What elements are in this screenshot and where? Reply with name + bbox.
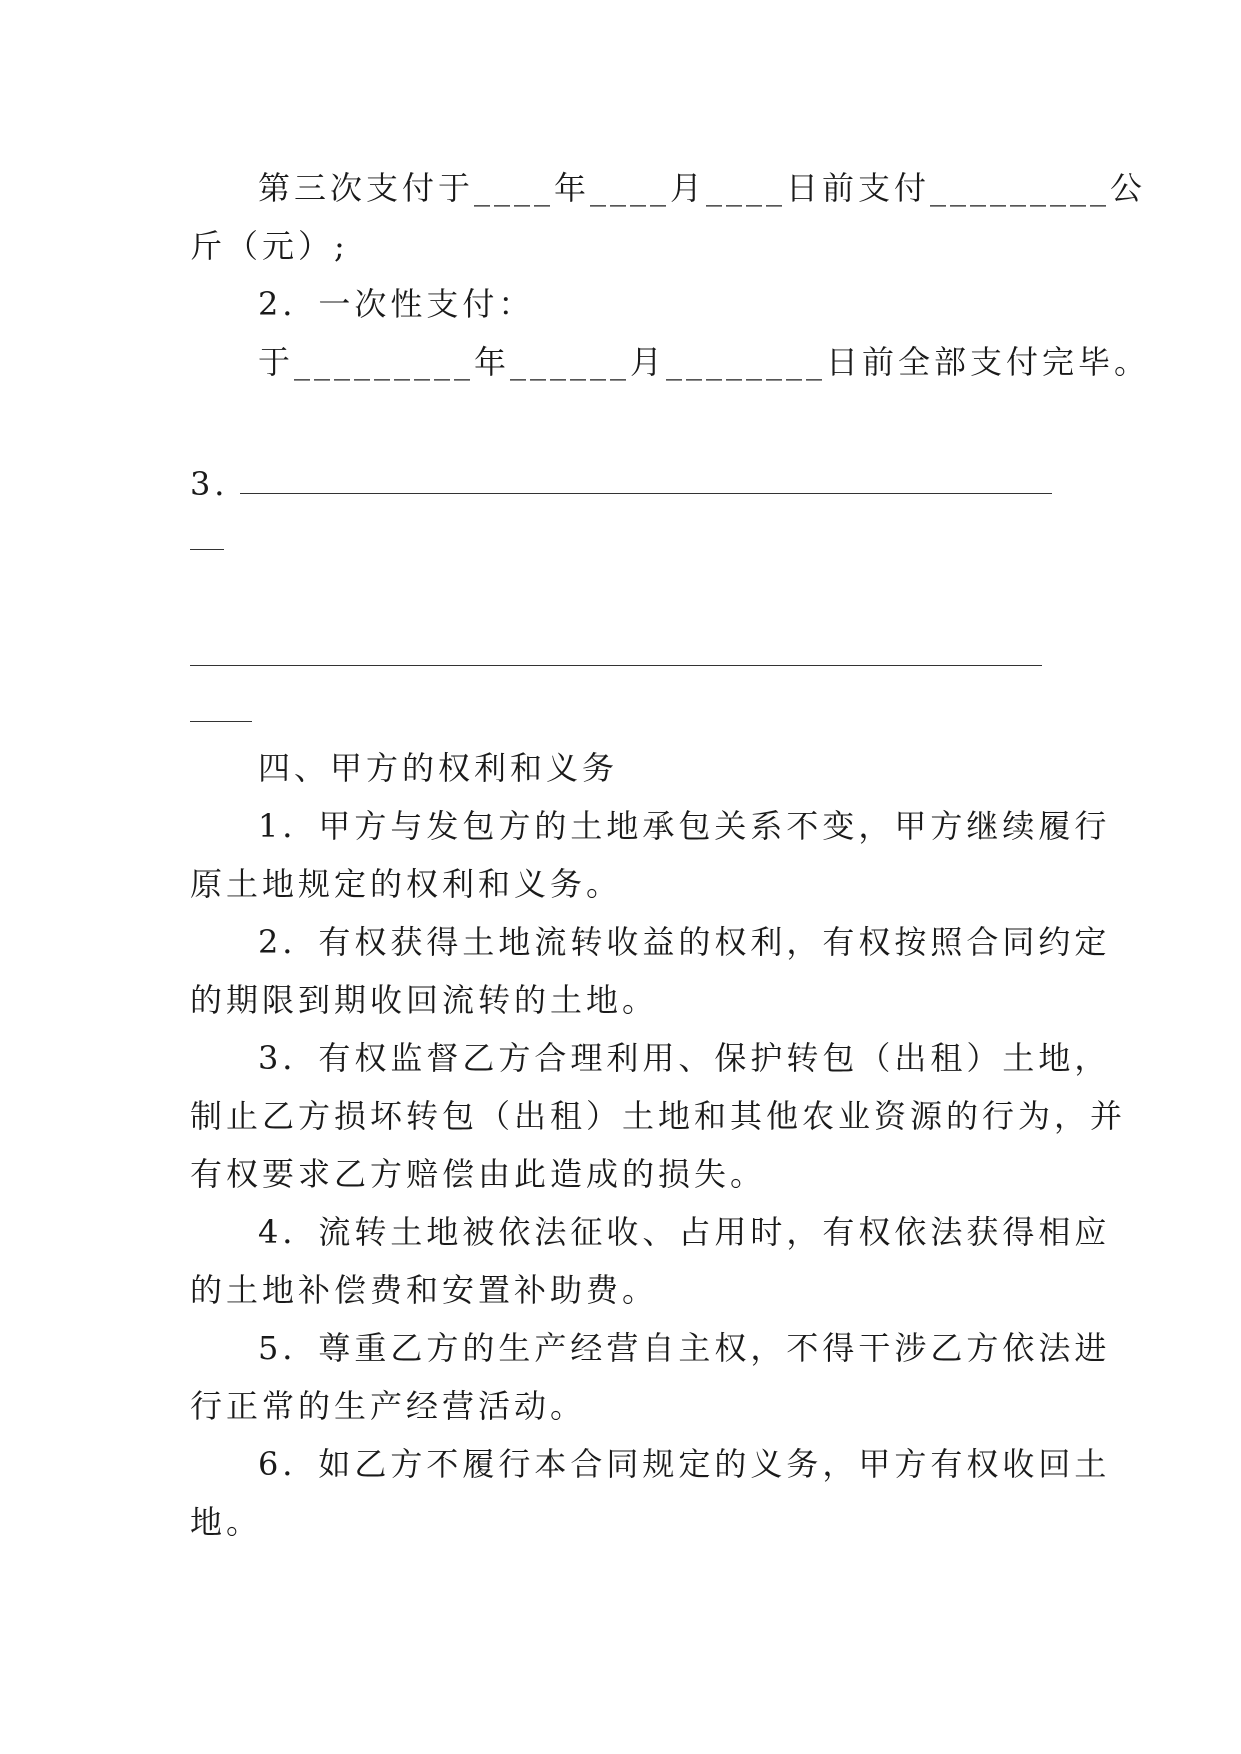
section4-item1-line1: 1．甲方与发包方的土地承包关系不变，甲方继续履行 — [258, 807, 1111, 845]
section4-item5-line1: 5．尊重乙方的生产经营自主权，不得干涉乙方依法进 — [258, 1329, 1111, 1367]
section4-item4-line1: 4．流转土地被依法征收、占用时，有权依法获得相应 — [258, 1213, 1111, 1251]
section4-item3-line3: 有权要求乙方赔偿由此造成的损失。 — [190, 1155, 767, 1193]
section4-item3-line1: 3．有权监督乙方合理利用、保护转包（出租）土地， — [258, 1039, 1111, 1077]
one-time-payment-label: 2．一次性支付： — [258, 285, 535, 323]
section4-item6-line2: 地。 — [190, 1503, 263, 1541]
third-payment-continuation: 斤（元）; — [190, 227, 349, 265]
item3-blank-continuation — [190, 549, 224, 550]
section4-item1-line2: 原土地规定的权利和义务。 — [190, 865, 623, 903]
section4-item3-line2: 制止乙方损坏转包（出租）土地和其他农业资源的行为，并 — [190, 1097, 1127, 1135]
section4-item6-line1: 6．如乙方不履行本合同规定的义务，甲方有权收回土 — [258, 1445, 1111, 1483]
third-payment-line: 第三次支付于____年____月____日前支付_________公 — [258, 169, 1147, 207]
section4-item4-line2: 的土地补偿费和安置补助费。 — [190, 1271, 659, 1309]
item3-label: 3． — [190, 465, 251, 503]
section4-item5-line2: 行正常的生产经营活动。 — [190, 1387, 587, 1425]
section4-item2-line1: 2．有权获得土地流转收益的权利，有权按照合同约定 — [258, 923, 1111, 961]
blank-line-continuation — [190, 721, 252, 722]
section4-item2-line2: 的期限到期收回流转的土地。 — [190, 981, 659, 1019]
item3-blank-line — [240, 493, 1052, 494]
section4-heading: 四、甲方的权利和义务 — [258, 749, 619, 787]
blank-line — [190, 665, 1042, 666]
one-time-payment-line: 于_________年______月________日前全部支付完毕。 — [258, 343, 1151, 381]
